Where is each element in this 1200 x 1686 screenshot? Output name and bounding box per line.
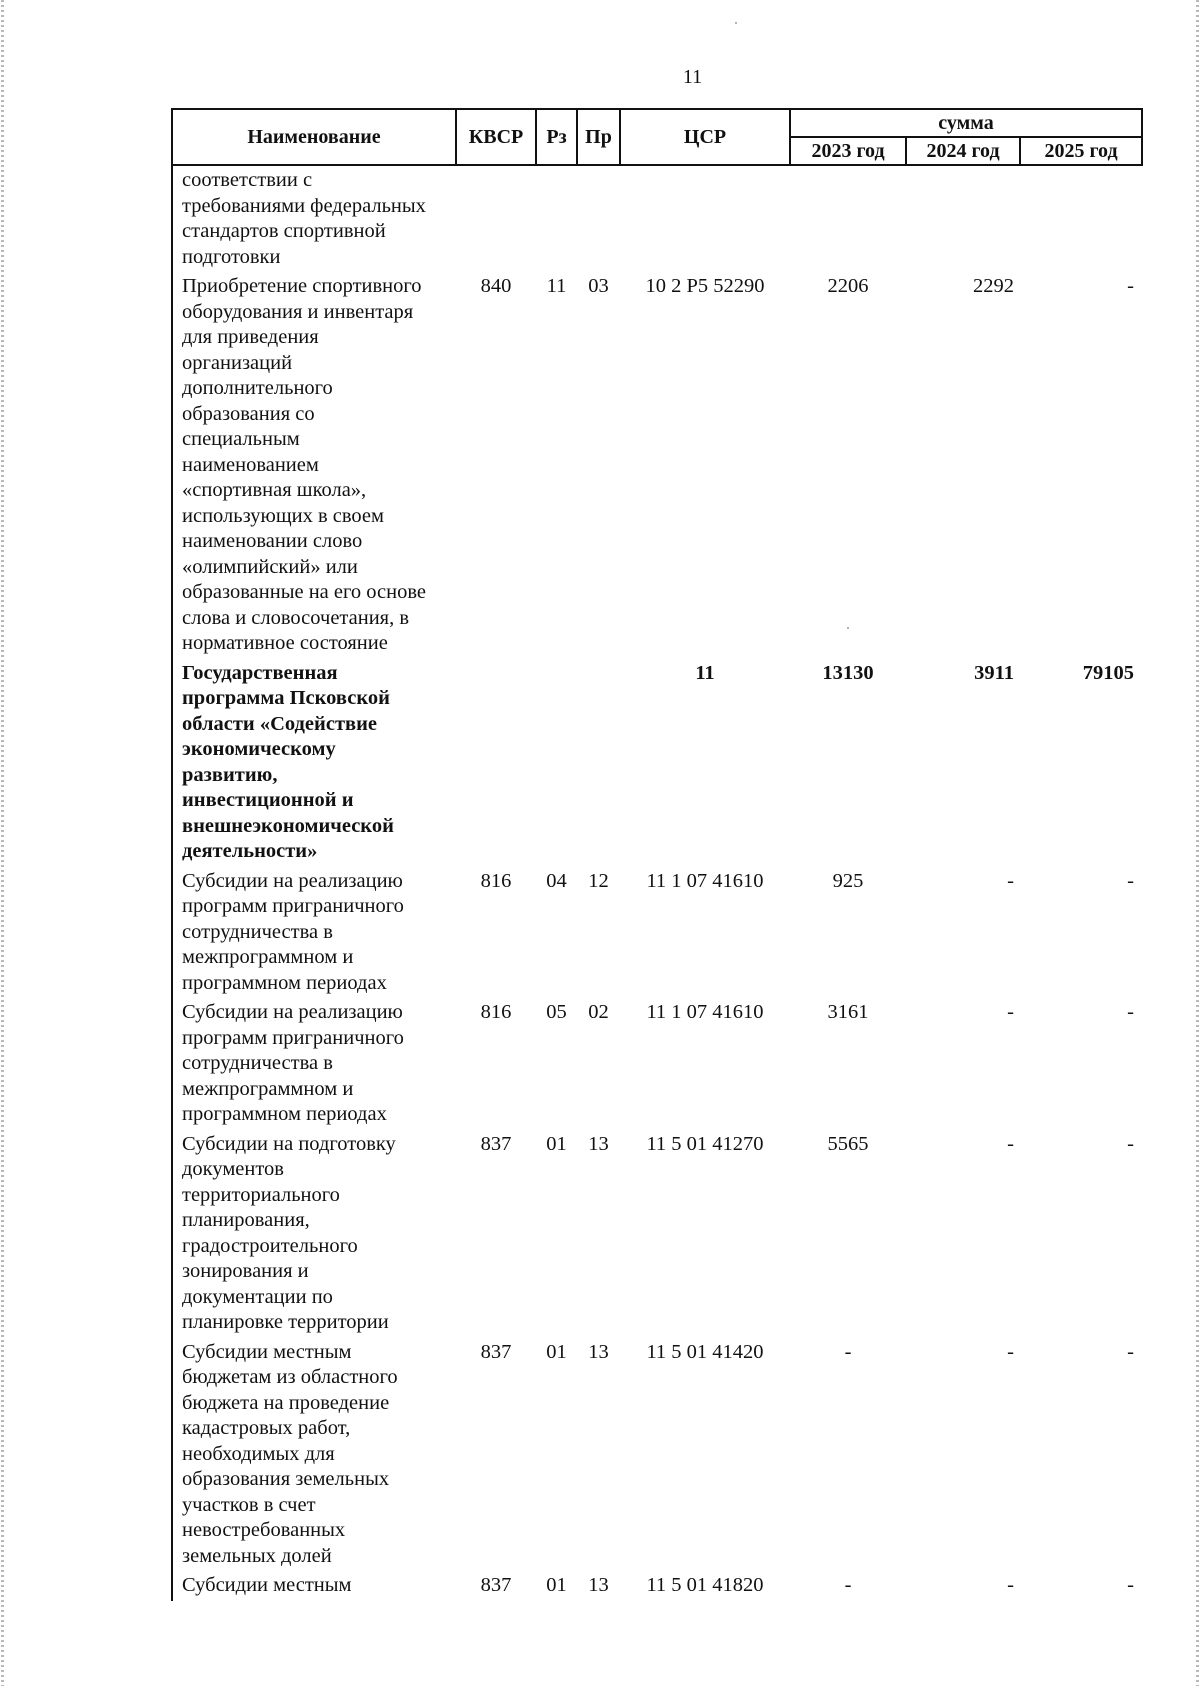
cell-2025: - <box>1127 1001 1134 1023</box>
cell-2024 <box>906 165 1020 272</box>
cell-2025 <box>1020 165 1142 272</box>
cell-rz: 11 <box>546 275 567 297</box>
header-pr: Пр <box>577 109 620 165</box>
cell-csr: 11 1 07 41610 <box>646 1001 764 1023</box>
budget-table <box>171 108 1143 1601</box>
cell-kvsr <box>456 659 536 867</box>
cell-name: соответствии с требованиями федеральных стандартов спортивной подготовки <box>172 165 456 272</box>
cell-kvsr: 837 <box>480 1574 512 1596</box>
cell-rz: 01 <box>546 1340 567 1363</box>
cell-pr: 13 <box>588 1340 609 1363</box>
cell-rz: 01 <box>546 1574 567 1596</box>
cell-rz: 01 <box>546 1132 567 1155</box>
table-row <box>172 272 1142 659</box>
cell-2025: - <box>1127 869 1134 892</box>
cell-name: Субсидии местным <box>172 1571 456 1601</box>
header-year-2023: 2023 год <box>790 137 906 165</box>
header-year-2025: 2025 год <box>1020 137 1142 165</box>
cell-pr: 02 <box>588 1001 609 1023</box>
cell-2024: - <box>1007 1001 1014 1023</box>
header-name: Наименование <box>172 109 456 165</box>
cell-2024: 3911 <box>974 661 1014 684</box>
cell-kvsr: 840 <box>480 275 512 297</box>
cell-2025: - <box>1127 1574 1134 1596</box>
table-row <box>172 1571 1142 1601</box>
cell-2024: - <box>1007 1340 1014 1363</box>
cell-2023: - <box>844 1340 852 1363</box>
cell-pr: 12 <box>588 869 609 892</box>
cell-csr: 11 5 01 41820 <box>646 1574 764 1596</box>
cell-rz: 05 <box>546 1001 567 1023</box>
cell-2023: 5565 <box>827 1132 869 1155</box>
cell-rz: 04 <box>546 869 567 892</box>
budget-table-sheet <box>171 108 1141 1601</box>
cell-pr <box>577 165 620 272</box>
cell-2023: 13130 <box>822 661 874 684</box>
scan-edge-left <box>1 0 4 1686</box>
table-row <box>172 998 1142 1130</box>
table-body <box>172 165 1142 1601</box>
cell-csr: 11 5 01 41270 <box>646 1132 764 1155</box>
table-row <box>172 1338 1142 1572</box>
scan-speck <box>735 22 737 24</box>
table-row <box>172 1130 1142 1338</box>
cell-2025: 79105 <box>1082 661 1134 684</box>
cell-name: Субсидии на подготовку документов территориального планирования, градостроительного зонирования и документации по планировке территории <box>172 1130 456 1338</box>
cell-2025: - <box>1127 1340 1134 1363</box>
cell-kvsr: 837 <box>480 1132 512 1155</box>
header-year-2024: 2024 год <box>906 137 1020 165</box>
cell-name: Приобретение спортивного оборудования и инвентаря для приведения организаций дополнительного образования со специальным наименованием «спортивная школа», использующих в своем наименовании слово «олимпийский» или образованные на его основе слова и словосочетания, в нормативное состояние <box>172 272 456 659</box>
cell-name: Субсидии на реализацию программ приграничного сотрудничества в межпрограммном и программном периодах <box>172 867 456 999</box>
cell-2024: 2292 <box>973 275 1014 297</box>
header-kvsr: КВСР <box>456 109 536 165</box>
cell-2023: 3161 <box>827 1001 869 1023</box>
cell-2023: 2206 <box>827 275 869 297</box>
cell-rz <box>536 659 577 867</box>
table-row <box>172 867 1142 999</box>
table-header <box>172 109 1142 165</box>
cell-name: Субсидии местным бюджетам из областного бюджета на проведение кадастровых работ, необходимых для образования земельных участков в счет невостребованных земельных долей <box>172 1338 456 1572</box>
header-rz: Рз <box>536 109 577 165</box>
cell-kvsr: 816 <box>480 1001 512 1023</box>
cell-pr <box>577 659 620 867</box>
cell-csr: 11 <box>695 661 715 684</box>
cell-pr: 13 <box>588 1574 609 1596</box>
cell-rz <box>536 165 577 272</box>
cell-2023 <box>790 165 906 272</box>
table-row <box>172 165 1142 272</box>
cell-kvsr: 837 <box>480 1340 512 1363</box>
page-number: 11 <box>682 66 703 88</box>
cell-2025: - <box>1127 1132 1134 1155</box>
header-sum: сумма <box>790 109 1142 137</box>
cell-csr <box>620 165 790 272</box>
cell-2025: - <box>1127 275 1134 297</box>
cell-pr: 13 <box>588 1132 609 1155</box>
cell-2023: - <box>844 1574 852 1596</box>
scan-edge-right <box>1196 0 1199 1686</box>
cell-2024: - <box>1007 1574 1014 1596</box>
cell-2023: 925 <box>832 869 864 892</box>
cell-csr: 11 5 01 41420 <box>646 1340 764 1363</box>
cell-kvsr <box>456 165 536 272</box>
cell-2024: - <box>1007 869 1014 892</box>
cell-csr: 11 1 07 41610 <box>646 869 764 892</box>
cell-2024: - <box>1007 1132 1014 1155</box>
cell-name: Государственная программа Псковской области «Содействие экономическому развитию, инвестиционной и внешнеэкономической деятельности» <box>172 659 456 867</box>
cell-pr: 03 <box>588 275 609 297</box>
cell-csr: 10 2 P5 52290 <box>645 275 765 297</box>
table-row <box>172 659 1142 867</box>
cell-kvsr: 816 <box>480 869 512 892</box>
cell-name: Субсидии на реализацию программ приграничного сотрудничества в межпрограммном и программном периодах <box>172 998 456 1130</box>
header-csr: ЦСР <box>620 109 790 165</box>
